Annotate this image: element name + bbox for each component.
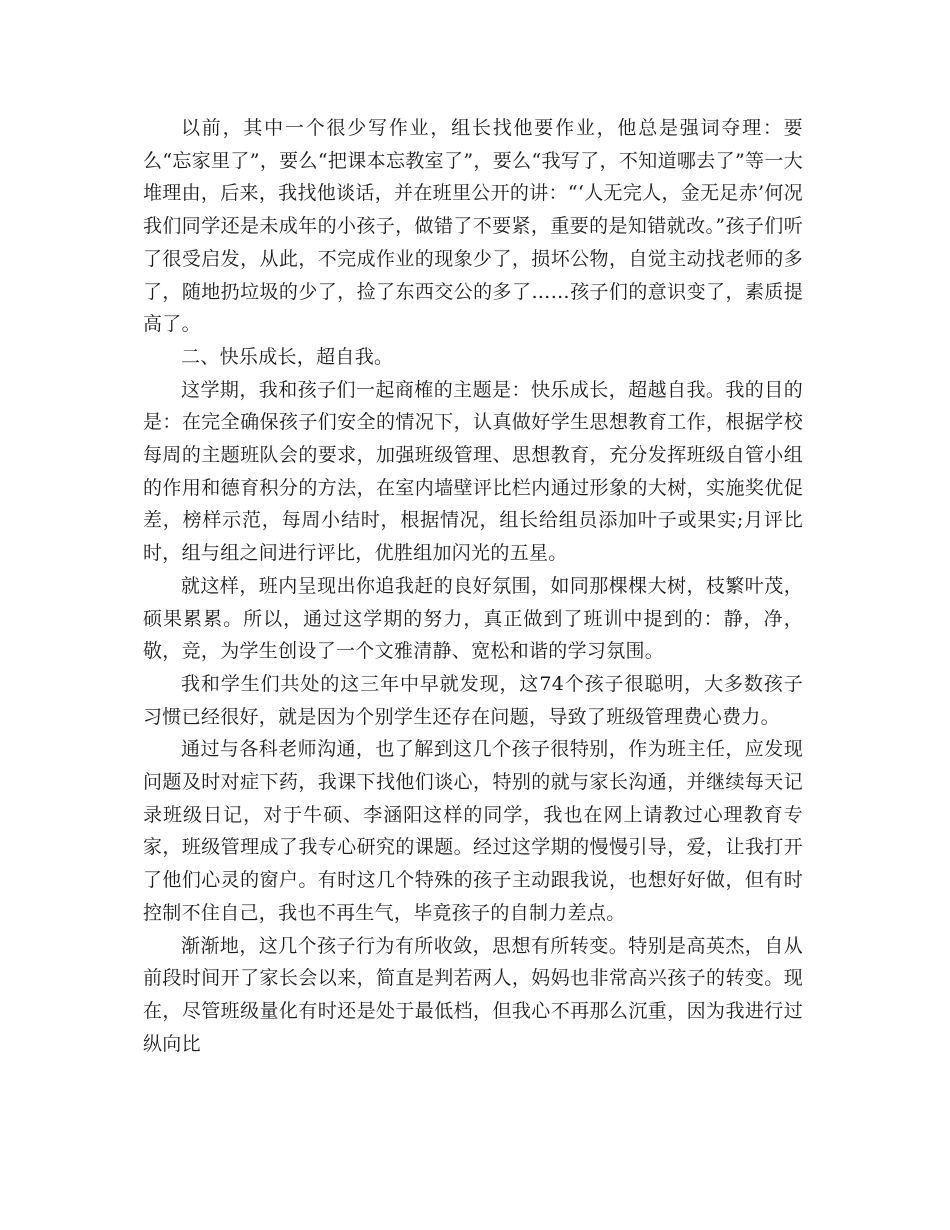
document-body: [143, 112, 803, 1060]
paragraph-semester-theme: 这学期，我和孩子们一起商榷的主题是：快乐成长，超越自我。我的目的是：在完全确保孩子们安全的情况下，认真做好学生思想教育工作，根据学校每周的主题班队会的要求，加强班级管理、思想教育，充分发挥班级自管小组的作用和德育积分的方法，在室内墙壁评比栏内通过形象的大树，实施奖优促差，榜样示范，每周小结时，根据情况，组长给组员添加叶子或果实;月评比时，组与组之间进行评比，优胜组加闪光的五星。: [143, 378, 803, 565]
paragraph-class-atmosphere: 就这样，班内呈现出你追我赶的良好氛围，如同那棵棵大树，枝繁叶茂，硕果累累。所以，通过这学期的努力，真正做到了班训中提到的：静，净，敬，竞，为学生创设了一个文雅清静、宽松和谐的学习氛围。: [143, 574, 803, 663]
paragraph-homework-story: 以前，其中一个很少写作业，组长找他要作业，他总是强词夺理：要么“忘家里了”，要么“把课本忘教室了”，要么“我写了，不知道哪去了”等一大堆理由，后来，我找他谈话，并在班里公开的讲：“‘人无完人，金无足赤’何况我们同学还是未成年的小孩子，做错了不要紧，重要的是知错就改。”孩子们听了很受启发，从此，不完成作业的现象少了，损坏公物，自觉主动找老师的多了，随地扔垃圾的少了，捡了东西交公的多了……孩子们的意识变了，素质提高了。: [143, 117, 803, 336]
paragraph-teacher-communication: 通过与各科老师沟通，也了解到这几个孩子很特别，作为班主任，应发现问题及时对症下药，我课下找他们谈心，特别的就与家长沟通，并继续每天记录班级日记，对于牛硕、李涵阳这样的同学，我也在网上请教过心理教育专家，班级管理成了我专心研究的课题。经过这学期的慢慢引导，爱，让我打开了他们心灵的窗户。有时这几个特殊的孩子主动跟我说，也想好好做，但有时控制不住自己，我也不再生气，毕竟孩子的自制力差点。: [143, 738, 803, 924]
paragraph-gradual-change: 渐渐地，这几个孩子行为有所收敛，思想有所转变。特别是高英杰，自从前段时间开了家长会以来，简直是判若两人，妈妈也非常高兴孩子的转变。现在，尽管班级量化有时还是处于最低档，但我心不再那么沉重，因为我进行过纵向比: [143, 934, 803, 1055]
section-heading-happy-growth: 二、快乐成长，超自我。: [181, 345, 394, 368]
paragraph-three-years: 我和学生们共处的这三年中早就发现，这74个孩子很聪明，大多数孩子习惯已经很好，就是因为个别学生还存在问题，导致了班级管理费心费力。: [143, 672, 803, 728]
